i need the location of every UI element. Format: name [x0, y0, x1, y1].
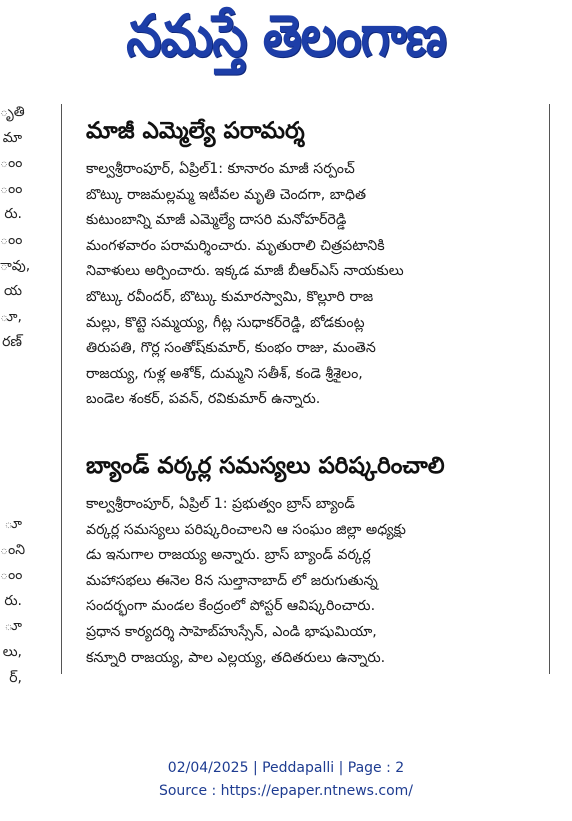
left-fragment: య [3, 283, 22, 300]
left-fragment: ంం [0, 567, 23, 584]
article-former-mla-visit [86, 116, 526, 413]
column-rule-right [549, 104, 550, 674]
article-line: కన్నూరి రాజయ్య, పాల ఎల్లయ్య, తదితరులు ఉన్నారు. [86, 649, 386, 666]
footer-source: Source : https://epaper.ntnews.com/ [158, 783, 414, 799]
article-body [86, 492, 526, 671]
article-headline: మాజీ ఎమ్మెల్యే పరామర్శ [86, 118, 305, 144]
article-line: కాల్వశ్రీరాంపూర్, ఏప్రిల్ 1: ప్రభుత్వం బ్రాస్ బ్యాండ్ [86, 496, 355, 512]
column-rule-left [61, 104, 62, 674]
left-fragment: ంం [0, 155, 23, 172]
article-headline: బ్యాండ్ వర్కర్ల సమస్యలు పరిష్కరించాలి [86, 453, 445, 479]
left-fragment: రు. [4, 206, 22, 223]
article-line: నివాళులు అర్పించారు. ఇక్కడ మాజీ బీఆర్‌ఎస్ నాయకులు [86, 263, 404, 280]
masthead [86, 2, 486, 80]
article-line: మంగళవారం పరామర్శించారు. మృతురాలి చిత్రపటానికి [86, 237, 385, 254]
left-fragment: రు. [4, 592, 22, 609]
article-body [86, 157, 526, 413]
article-line: బండెల శంకర్, పవన్, రవికుమార్ ఉన్నారు. [86, 391, 321, 408]
left-fragment: ూ [4, 515, 22, 532]
article-line: కాల్వశ్రీరాంపూర్, ఏప్రిల్1: కూనారం మాజీ సర్పంచ్ [86, 161, 355, 177]
left-fragment: మా [2, 129, 22, 146]
left-fragment: ావు, [0, 257, 31, 274]
masthead-title: నమస్తే తెలంగాణ [126, 2, 446, 69]
article-line: రాజయ్య, గుళ్ల అశోక్, దుమ్మని సతీశ్, కండె శ్రీశైలం, [86, 365, 363, 382]
article-line: తిరుపతి, గొర్ల సంతోష్‌కుమార్, కుంభం రాజు, మంతెన [86, 340, 376, 357]
article-line: బొట్కు రాజమల్లమ్మ ఇటీవల మృతి చెందగా, బాధిత [86, 186, 367, 203]
left-fragment: రణ్ [2, 334, 22, 351]
left-fragment: ంని [0, 541, 26, 558]
left-fragment: ృతి [0, 104, 25, 120]
left-fragment: ూ, [0, 308, 22, 325]
left-fragment: ర్, [9, 669, 22, 686]
left-fragment: ూ [4, 618, 22, 635]
article-line: మహాసభలు ఈనెల 8న సుల్తానాబాద్ లో జరుగుతున్న [86, 572, 378, 589]
article-line: కుటుంబాన్ని మాజీ ఎమ్మెల్యే దాసరి మనోహర్‌రెడ్డి [86, 212, 347, 229]
left-fragment: ంం [0, 231, 23, 248]
article-line: సందర్భంగా మండల కేంద్రంలో పోస్టర్ ఆవిష్కరించారు. [86, 598, 376, 615]
article-band-workers [86, 451, 526, 671]
article-line: బొట్కు రవీందర్, బొట్కు కుమారస్వామి, కొల్లూరి రాజ [86, 288, 374, 305]
footer-date-edition: 02/04/2025 | Peddapalli | Page : 2 [167, 760, 405, 776]
left-column-fragments [0, 100, 31, 691]
article-line: వర్కర్ల సమస్యలు పరిష్కరించాలని ఆ సంఘం జిల్లా అధ్యక్షు [86, 521, 406, 538]
left-fragment: ంం [0, 180, 23, 197]
left-fragment: లు, [2, 643, 22, 660]
article-line: డు ఇనుగాల రాజయ్య అన్నారు. బ్రాస్ బ్యాండ్ వర్కర్ల [86, 547, 371, 564]
article-line: ప్రధాన కార్యదర్శి సాహెబ్‌హుస్సేన్, ఎండి భాషుమియా, [86, 623, 377, 640]
article-line: మల్లు, కొట్టె సమ్మయ్య, గీట్ల సుధాకర్‌రెడ్డి, బోడకుంట్ల [86, 314, 365, 331]
